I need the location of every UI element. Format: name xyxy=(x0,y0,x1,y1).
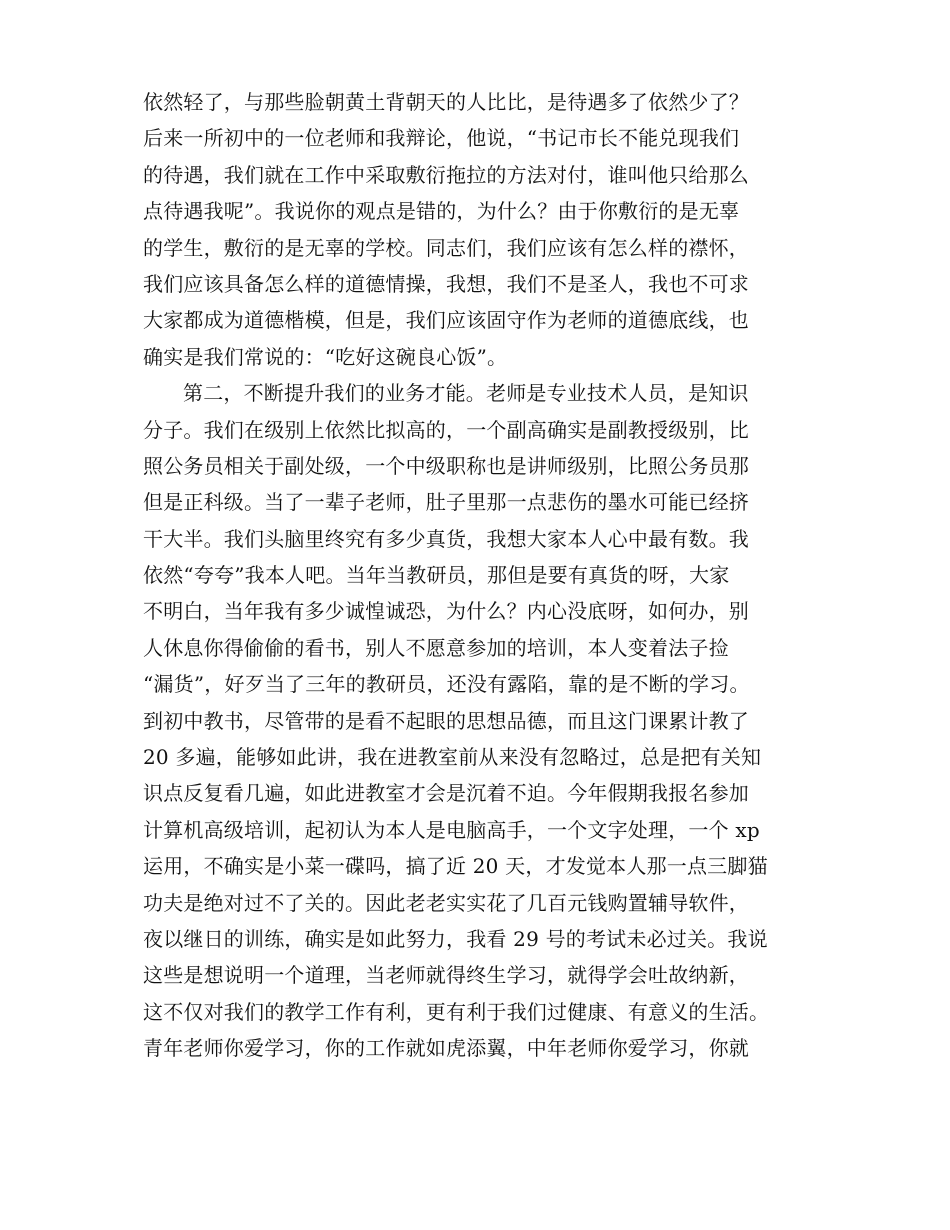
text-line: 功夫是绝对过不了关的。因此老老实实花了几百元钱购置辅导软件， xyxy=(143,890,749,915)
text-line: 夜以继日的训练，确实是如此努力，我看 29 号的考试未必过关。我说 xyxy=(143,926,768,951)
text-line: 但是正科级。当了一辈子老师，肚子里那一点悲伤的墨水可能已经挤 xyxy=(143,490,749,515)
text-line: “漏货”，好歹当了三年的教研员，还没有露陷，靠的是不断的学习。 xyxy=(143,672,750,697)
text-line: 干大半。我们头脑里终究有多少真货，我想大家本人心中最有数。我 xyxy=(143,526,749,551)
text-line: 人休息你得偷偷的看书，别人不愿意参加的培训，本人变着法子捡 xyxy=(143,635,729,660)
text-line: 点待遇我呢”。我说你的观点是错的，为什么？由于你敷衍的是无辜 xyxy=(143,199,740,224)
text-line: 分子。我们在级别上依然比拟高的，一个副高确实是副教授级别，比 xyxy=(143,417,749,442)
text-line: 这不仅对我们的教学工作有利，更有利于我们过健康、有意义的生活。 xyxy=(143,999,770,1024)
text-line: 青年老师你爱学习，你的工作就如虎添翼，中年老师你爱学习，你就 xyxy=(143,1036,749,1061)
text-line: 20 多遍，能够如此讲，我在进教室前从来没有忽略过，总是把有关知 xyxy=(143,745,762,770)
text-line: 的学生，敷衍的是无辜的学校。同志们，我们应该有怎么样的襟怀， xyxy=(143,235,749,260)
text-line: 这些是想说明一个道理，当老师就得终生学习，就得学会吐故纳新， xyxy=(143,963,749,988)
text-line: 不明白，当年我有多少诚惶诚恐，为什么？内心没底呀，如何办，别 xyxy=(143,599,749,624)
text-line: 依然“夸夸”我本人吧。当年当教研员，那但是要有真货的呀，大家 xyxy=(143,563,730,588)
text-line: 确实是我们常说的：“吃好这碗良心饭”。 xyxy=(143,344,508,369)
body-text xyxy=(143,84,833,1067)
text-line: 到初中教书，尽管带的是看不起眼的思想品德，而且这门课累计教了 xyxy=(143,708,749,733)
paragraph-start-line: 第二，不断提升我们的业务才能。老师是专业技术人员，是知识 xyxy=(183,381,749,406)
text-line: 大家都成为道德楷模，但是，我们应该固守作为老师的道德底线，也 xyxy=(143,308,749,333)
text-line: 识点反复看几遍，如此进教室才会是沉着不迫。今年假期我报名参加 xyxy=(143,781,749,806)
text-line: 计算机高级培训，起初认为本人是电脑高手，一个文字处理，一个 xp xyxy=(143,817,760,842)
text-line: 后来一所初中的一位老师和我辩论，他说，“书记市长不能兑现我们 xyxy=(143,126,740,151)
text-line: 我们应该具备怎么样的道德情操，我想，我们不是圣人，我也不可求 xyxy=(143,271,749,296)
text-line: 照公务员相关于副处级，一个中级职称也是讲师级别，比照公务员那 xyxy=(143,453,749,478)
text-line: 的待遇，我们就在工作中采取敷衍拖拉的方法对付，谁叫他只给那么 xyxy=(143,162,749,187)
text-line: 依然轻了，与那些脸朝黄土背朝天的人比比，是待遇多了依然少了？ xyxy=(143,90,749,114)
text-line: 运用，不确实是小菜一碟吗，搞了近 20 天，才发觉本人那一点三脚猫 xyxy=(143,854,768,879)
